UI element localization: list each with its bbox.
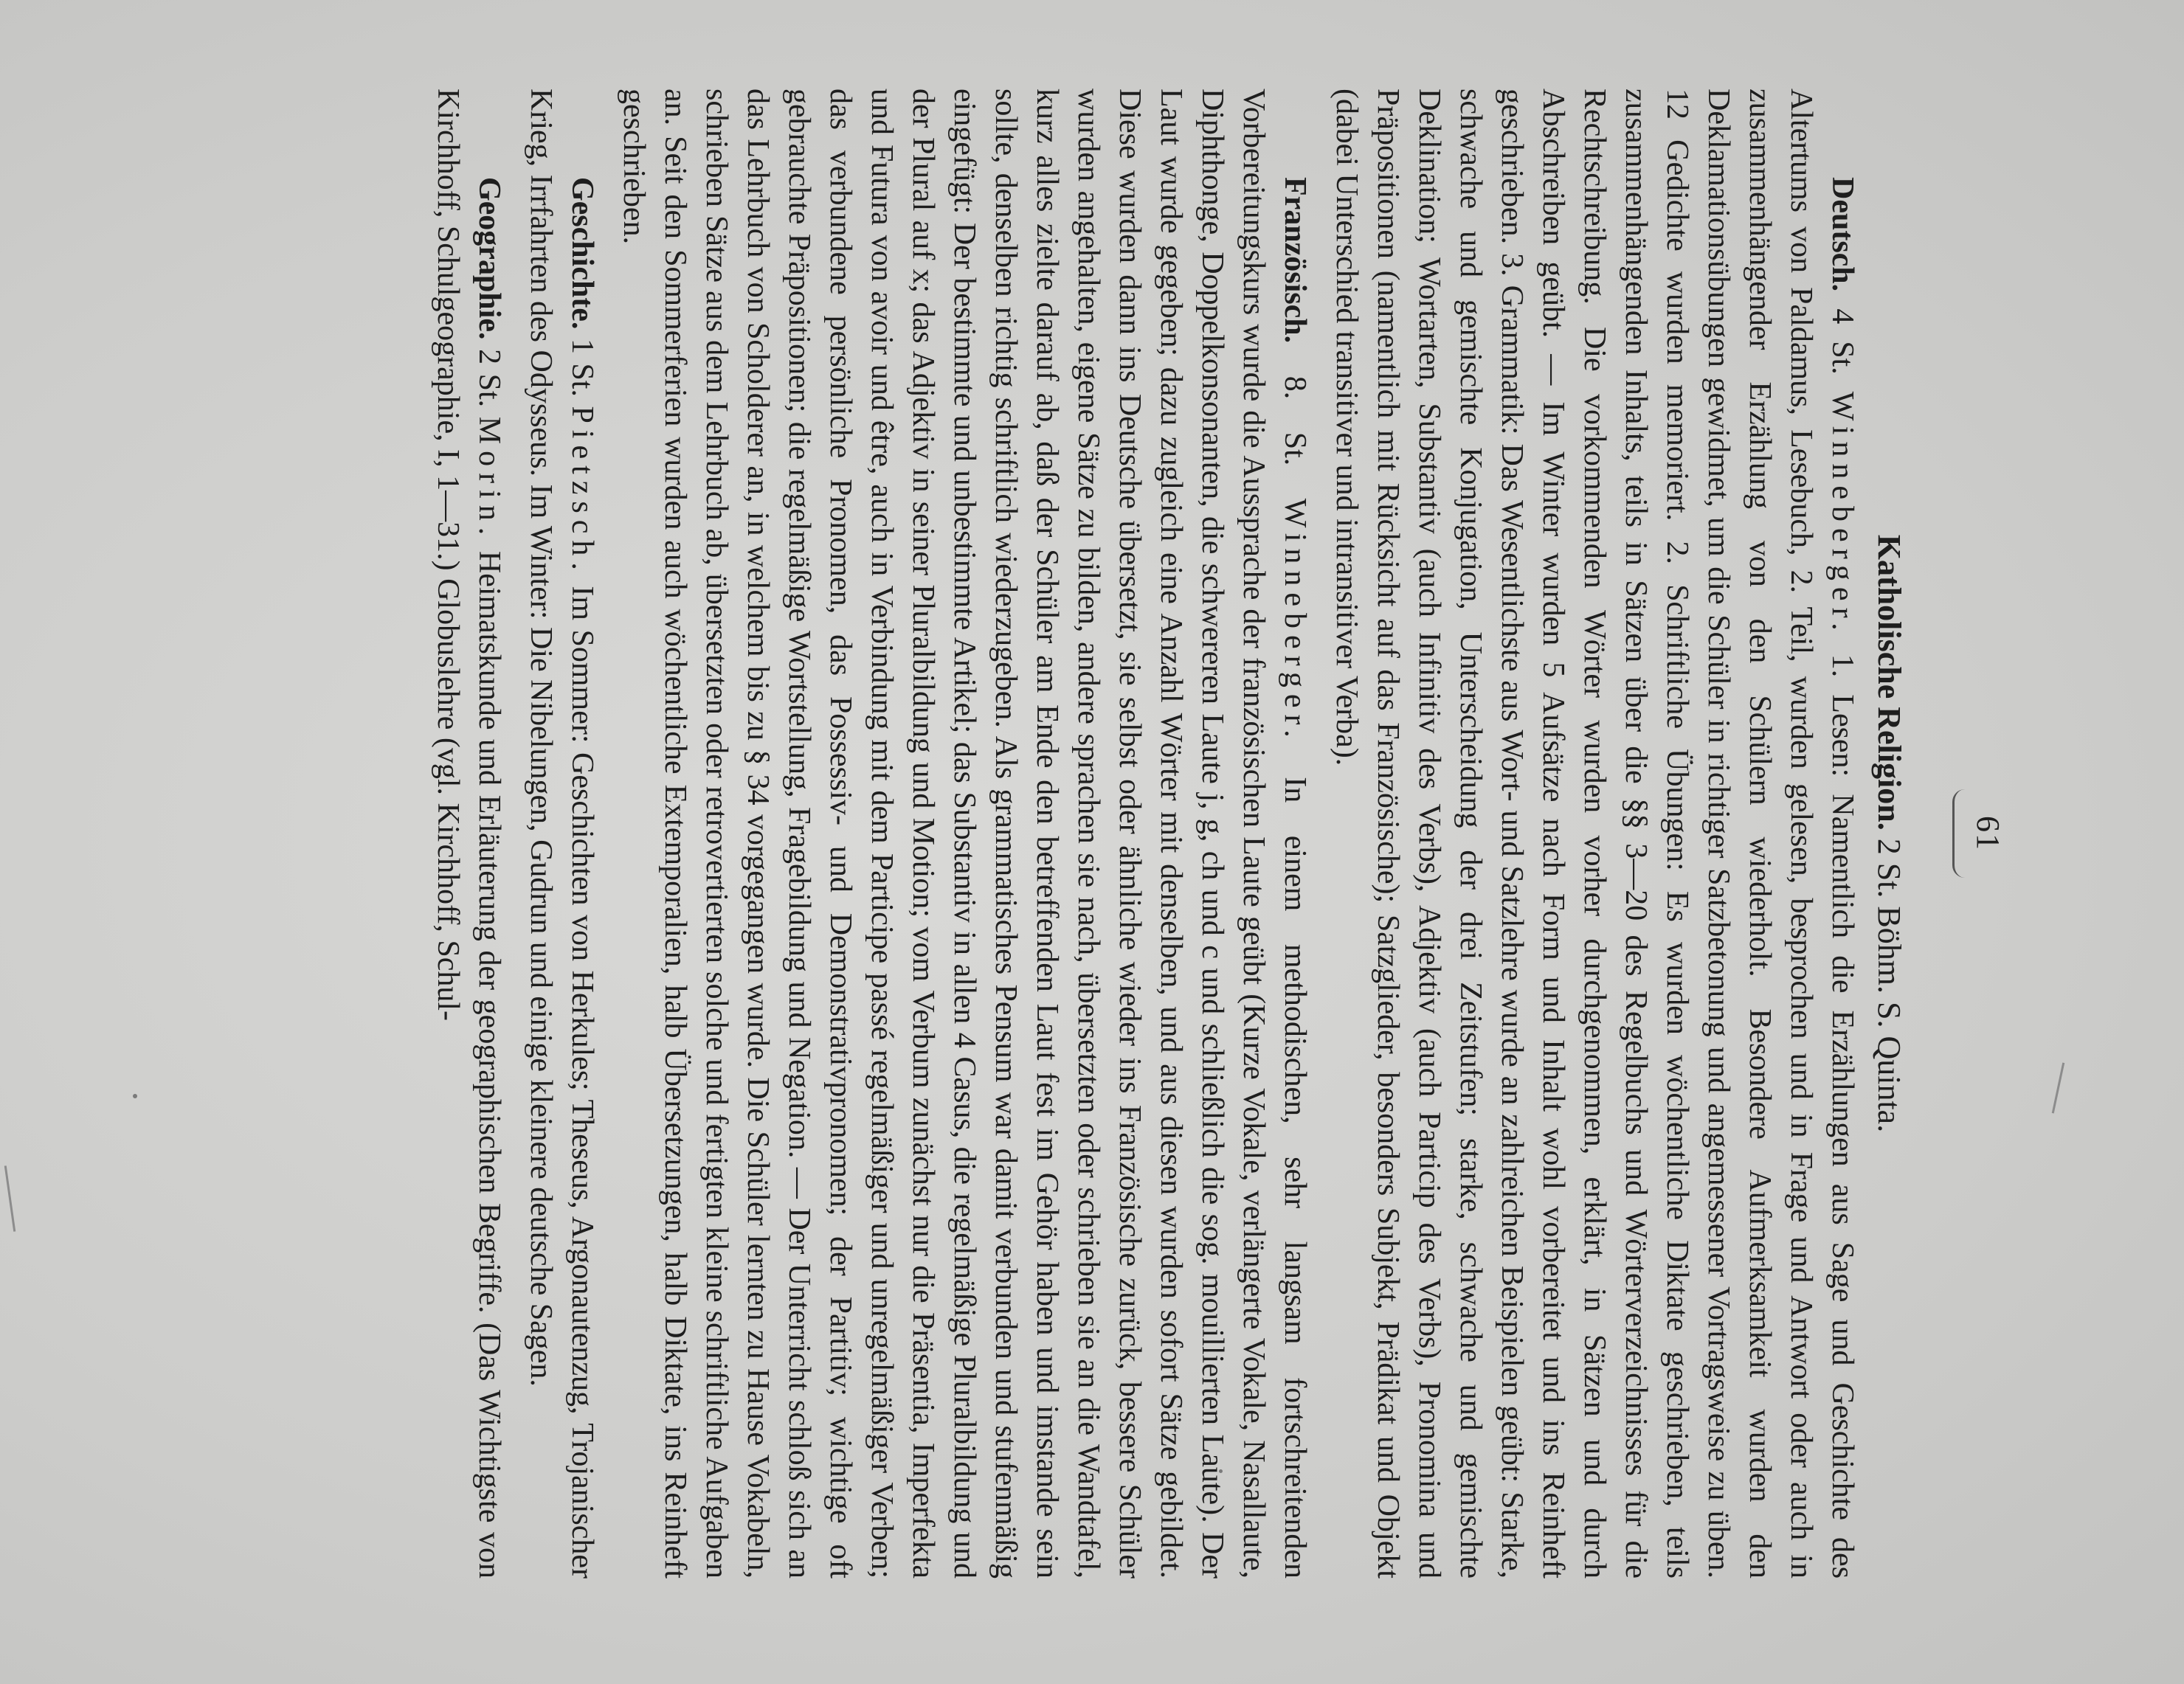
paragraph-body: In einem methodischen, sehr langsam fortschreitenden Vorbereitungskurs wurde die Aussprache der französischen Laute geübt (Kurze Vokale, verlängerte Vokale, Nasallaute, Diphthonge, Doppelkonsonanten, die schwereren Laute j, g, ch und c und schließlich die sog. mouillierten Laute). Der Laut wurde gegeben; dazu zugleich eine Anzahl Wörter mit denselben, und aus diesen wurden sofort Sätze gebildet. Diese wurden dann ins Deutsche übersetzt, sie selbst oder ähnliche wieder ins Französische zurück, bessere Schüler wurden angehalten, eigene Sätze zu bilden, andere sprachen sie nach, übersetzten oder schrieben sie an die Wandtafel, kurz alles zielte darauf ab, daß der Schüler am Ende den betreffenden Laut fest im Gehör haben und imstande sein sollte, denselben richtig schriftlich wiederzugeben. Als grammatisches Pensum war damit verbunden und stufenmäßig eingefügt: Der bestimmte und unbestimmte Artikel; das Substantiv in allen 4 Casus, die regelmäßige Pluralbildung und der Plural auf x; das Adjektiv in seiner Pluralbildung und Motion; vom Verbum zunächst nur die Präsentia, Imperfekta und Futura von avoir und être, auch in Verbindung mit dem Participe passé regelmäßiger und unregelmäßiger Verben; das verbundene persönliche Pronomen, das Possessiv- und Demonstrativpronomen; der Partitiv; wichtige oft gebrauchte Präpositionen; die regelmäßige Wortstellung, Fragebildung und Negation. — Der Unterricht schloß sich an das Lehrbuch von Scholderer an, in welchem bis zu § 34 vorgegangen wurde. Die Schüler lernten zu Hause Vokabeln, schrieben Sätze aus dem Lehrbuch ab, übersetzten oder retrovertierten solche und fertigten kleine schriftliche Aufgaben an. Seit den Sommerferien wurden auch wöchentliche Extemporalien, halb Übersetzungen, halb Diktate, ins Reinheft geschrieben. [617, 89, 1312, 1579]
document-page [89, 89, 2007, 1579]
subject-name: Geographie. [472, 177, 506, 340]
paragraph-deutsch [1326, 89, 1863, 1579]
teacher-name: Winneberger. [1825, 391, 1859, 637]
paragraph-geographie [427, 89, 510, 1579]
teacher-name: Pietzsch. [565, 406, 599, 577]
heading-details: 2 St. Böhm. S. Quinta. [1871, 838, 1907, 1133]
heading-subject: Katholische Religion. [1871, 534, 1907, 831]
page-number: 61 [1970, 816, 2006, 851]
page-number-flourish [1952, 789, 1965, 878]
subject-name: Geschichte. [565, 177, 599, 330]
subject-hours: 4 St. [1825, 308, 1859, 375]
teacher-name: Morin. [472, 416, 506, 542]
subject-name: Französisch. [1278, 177, 1312, 344]
subject-name: Deutsch. [1825, 177, 1859, 292]
teacher-name: Winneberger. [1278, 498, 1312, 744]
paragraph-body: Im Sommer: Geschichten von Herkules; Theseus, Argonautenzug, Trojanischer Krieg, Irrfahrten des Odysseus. Im Winter: Die Nibelungen, Gudrun und einige kleinere deutsche Sagen. [524, 89, 599, 1579]
subject-hours: 8. St. [1278, 375, 1312, 466]
subject-hours: 1 St. [565, 338, 599, 397]
subject-hours: 2 St. [472, 349, 506, 408]
paragraph-body: Heimatskunde und Erläuterung der geographischen Begriffe. (Das Wichtigste von Kirchhoff, Schulgeographie, I, 1—31.) Globuslehre (vgl. Kirchhoff, Schul- [431, 89, 506, 1579]
section-heading-religion [1870, 89, 1908, 1579]
paragraph-franzoesisch [613, 89, 1316, 1579]
paragraph-geschichte [520, 89, 603, 1579]
paragraph-body: 1. Lesen: Namentlich die Erzählungen aus Sage und Geschichte des Altertums von Paldamus, Lesebuch, 2. Teil, wurden gelesen, besprochen und in Frage und Antwort oder auch in zusammenhängender Erzählung von den Schülern wiederholt. Besondere Aufmerksamkeit wurden den Deklamationsübungen gewidmet, um die Schüler in richtiger Satzbetonung und angemessener Vortragsweise zu üben. 12 Gedichte wurden memoriert. 2. Schriftliche Übungen: Es wurden wöchentliche Diktate geschrieben, teils zusammenhängenden Inhalts, teils in Sätzen über die §§ 3—20 des Regelbuchs und Wörterverzeichnisses für die Rechtschreibung. Die vorkommenden Wörter wurden vorher durchgenommen, erklärt, in Sätzen und durch Abschreiben geübt. — Im Winter wurden 5 Aufsätze nach Form und Inhalt wohl vorbereitet und ins Reinheft geschrieben. 3. Grammatik: Das Wesentlichste aus Wort- und Satzlehre wurde an zahlreichen Beispielen geübt: Starke, schwache und gemischte Konjugation, Unterscheidung der drei Zeitstufen; starke, schwache und gemischte Deklination; Wortarten, Substantiv (auch Infinitiv des Verbs), Adjektiv (auch Particip des Verbs), Pronomina und Präpositionen (namentlich mit Rücksicht auf das Französische); Satzglieder, besonders Subjekt, Prädikat und Objekt (dabei Unterschied transitiver und intransitiver Verba). [1330, 89, 1859, 1579]
